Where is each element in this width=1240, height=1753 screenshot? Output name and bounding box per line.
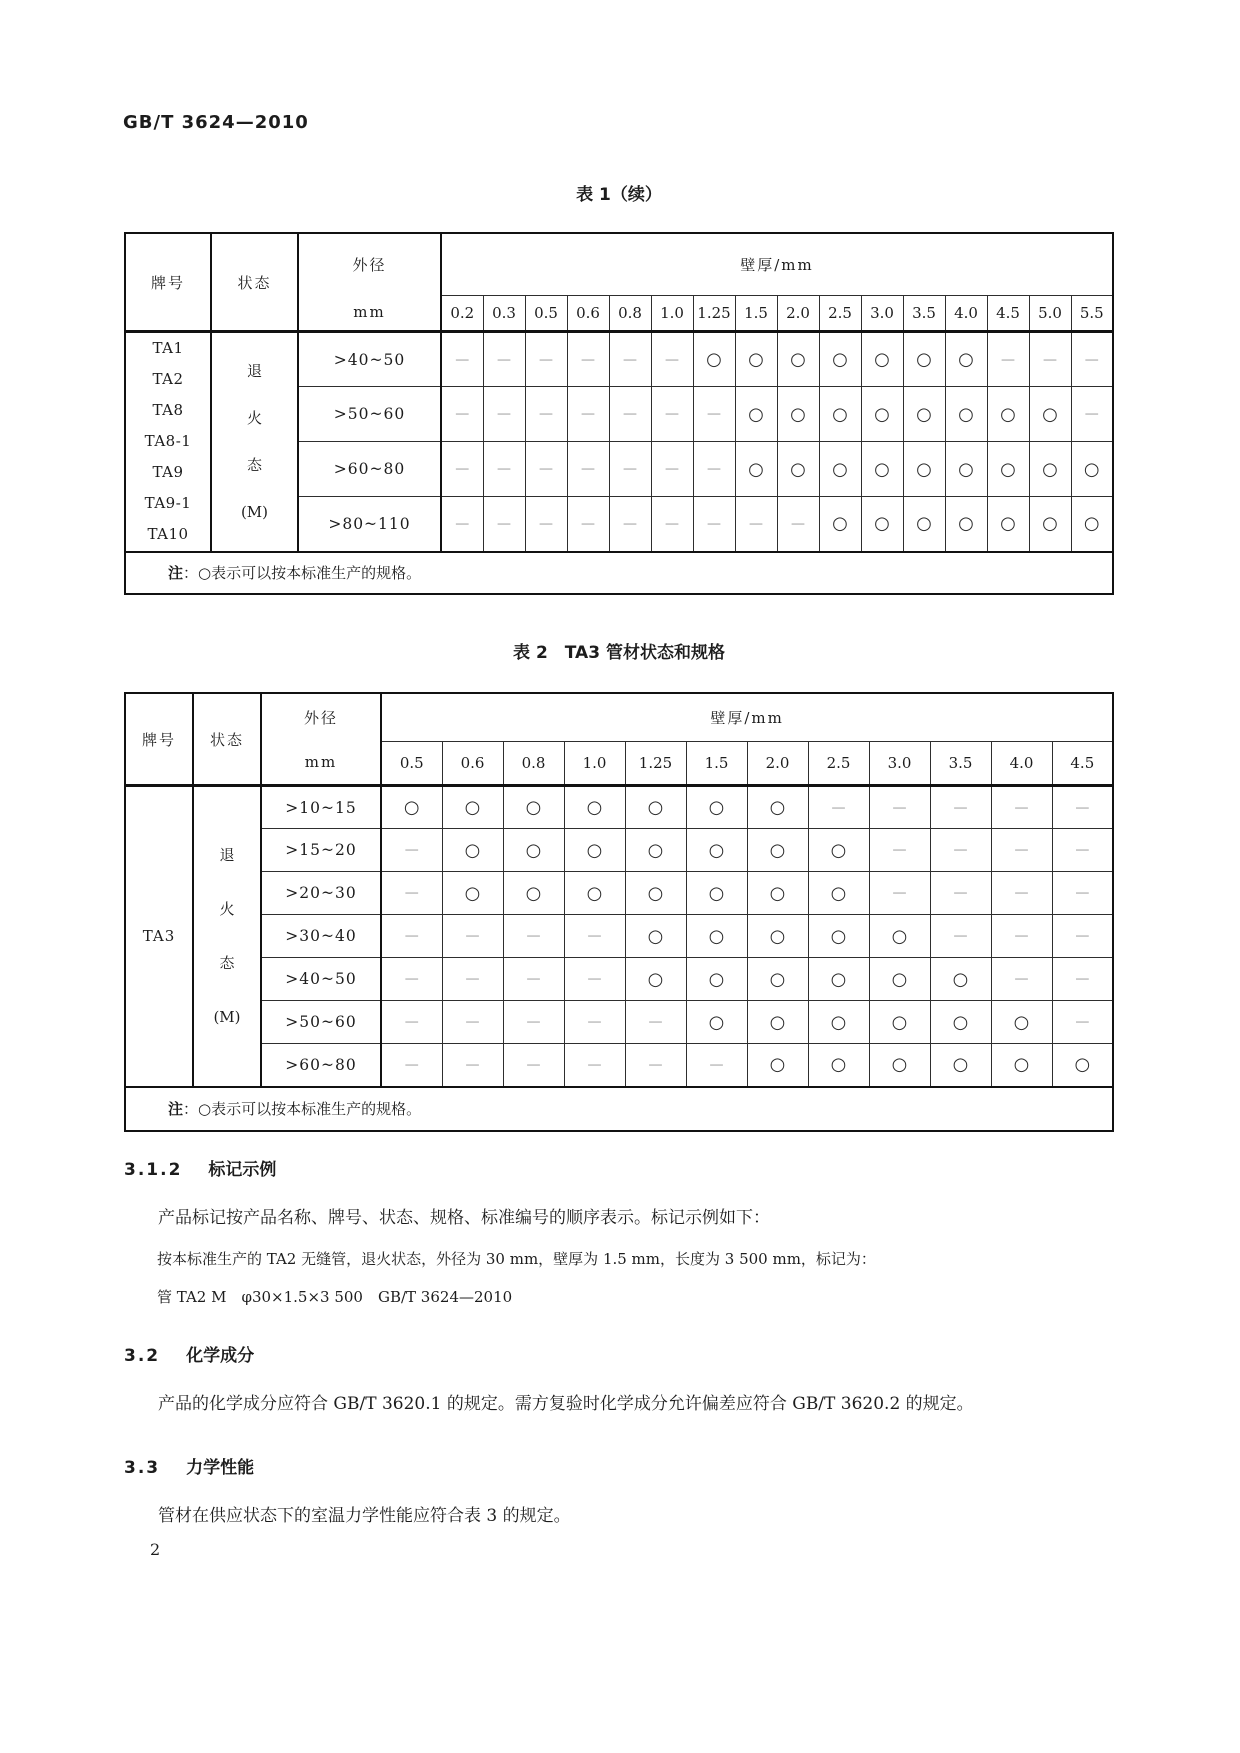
- producible-mark: ○: [1071, 497, 1113, 552]
- not-available-mark: —: [609, 387, 651, 442]
- producible-mark: ○: [777, 442, 819, 497]
- producible-mark: ○: [861, 387, 903, 442]
- not-available-mark: —: [564, 1044, 625, 1087]
- not-available-mark: —: [381, 829, 442, 872]
- grade-column-header: 牌号: [125, 693, 193, 786]
- table-row: [125, 1044, 1113, 1087]
- thickness-value-cell: 0.5: [525, 295, 567, 331]
- producible-mark: ○: [442, 872, 503, 915]
- thickness-value-cell: 1.25: [625, 741, 686, 785]
- not-available-mark: —: [381, 1044, 442, 1087]
- producible-mark: ○: [987, 497, 1029, 552]
- section-heading: [124, 1341, 1115, 1366]
- not-available-mark: —: [483, 497, 525, 552]
- producible-mark: ○: [503, 872, 564, 915]
- producible-mark: ○: [945, 387, 987, 442]
- not-available-mark: —: [567, 387, 609, 442]
- not-available-mark: —: [381, 915, 442, 958]
- producible-mark: ○: [686, 958, 747, 1001]
- producible-mark: ○: [945, 442, 987, 497]
- not-available-mark: —: [1052, 958, 1113, 1001]
- producible-mark: ○: [777, 387, 819, 442]
- not-available-mark: —: [693, 442, 735, 497]
- table-row: [125, 829, 1113, 872]
- thickness-value-cell: 3.0: [861, 295, 903, 331]
- producible-mark: ○: [564, 786, 625, 829]
- table-row: [125, 915, 1113, 958]
- not-available-mark: —: [441, 442, 483, 497]
- producible-mark: ○: [686, 786, 747, 829]
- not-available-mark: —: [651, 442, 693, 497]
- state-line: 退: [246, 361, 262, 380]
- not-available-mark: —: [483, 442, 525, 497]
- producible-mark: ○: [747, 1044, 808, 1087]
- not-available-mark: —: [441, 387, 483, 442]
- state-annealed-label: [194, 828, 260, 1044]
- thickness-value-cell: 4.0: [945, 295, 987, 331]
- standard-number: GB/T 3624—2010: [123, 112, 309, 133]
- not-available-mark: —: [1052, 829, 1113, 872]
- thickness-value-cell: 0.5: [381, 741, 442, 785]
- thickness-value-cell: 1.5: [735, 295, 777, 331]
- not-available-mark: —: [525, 332, 567, 387]
- table2-title: 表 2 TA3 管材状态和规格: [513, 643, 725, 663]
- state-column-header: 状态: [211, 233, 298, 332]
- od-range-cell: >10~15: [261, 786, 381, 829]
- producible-mark: ○: [1029, 387, 1071, 442]
- not-available-mark: —: [651, 387, 693, 442]
- section-number: 3.3: [124, 1458, 161, 1479]
- not-available-mark: —: [381, 958, 442, 1001]
- state-cell: [211, 332, 298, 552]
- not-available-mark: —: [991, 786, 1052, 829]
- section-title: 力学性能: [186, 1458, 255, 1479]
- not-available-mark: —: [1071, 387, 1113, 442]
- thickness-value-cell: 1.5: [686, 741, 747, 785]
- not-available-mark: —: [483, 387, 525, 442]
- producible-mark: ○: [693, 332, 735, 387]
- od-range-cell: >80~110: [298, 497, 441, 552]
- not-available-mark: —: [651, 332, 693, 387]
- table-row: [125, 872, 1113, 915]
- producible-mark: ○: [819, 332, 861, 387]
- section-number: 3.1.2: [124, 1160, 183, 1180]
- outer-diameter-label: 外径: [303, 708, 338, 727]
- producible-mark: ○: [808, 915, 869, 958]
- producible-mark: ○: [625, 829, 686, 872]
- producible-mark: ○: [869, 1001, 930, 1044]
- state-column-header: 状态: [193, 693, 261, 786]
- not-available-mark: —: [869, 829, 930, 872]
- wall-thickness-header: 壁厚/mm: [381, 693, 1113, 741]
- thickness-value-cell: 0.6: [567, 295, 609, 331]
- producible-mark: ○: [735, 387, 777, 442]
- not-available-mark: —: [525, 387, 567, 442]
- table1-title: 表 1（续）: [576, 185, 662, 205]
- producible-mark: ○: [747, 786, 808, 829]
- outer-diameter-header: [298, 233, 441, 332]
- producible-mark: ○: [861, 497, 903, 552]
- not-available-mark: —: [483, 332, 525, 387]
- od-range-cell: >50~60: [261, 1001, 381, 1044]
- od-range-cell: >60~80: [298, 442, 441, 497]
- note-label: 注: [168, 564, 184, 582]
- producible-mark: ○: [625, 958, 686, 1001]
- not-available-mark: —: [503, 958, 564, 1001]
- not-available-mark: —: [609, 332, 651, 387]
- section-title: 标记示例: [208, 1160, 277, 1180]
- not-available-mark: —: [567, 442, 609, 497]
- thickness-value-cell: 2.0: [777, 295, 819, 331]
- not-available-mark: —: [1071, 332, 1113, 387]
- outer-diameter-label: 外径: [352, 255, 387, 274]
- paragraph: 产品标记按产品名称、牌号、状态、规格、标准编号的顺序表示。标记示例如下：: [158, 1208, 770, 1228]
- od-range-cell: >30~40: [261, 915, 381, 958]
- not-available-mark: —: [930, 915, 991, 958]
- not-available-mark: —: [525, 497, 567, 552]
- table-note: [125, 1087, 1113, 1131]
- outer-diameter-unit: mm: [353, 303, 386, 321]
- od-range-cell: >40~50: [298, 332, 441, 387]
- grade-item: TA2: [152, 370, 184, 389]
- od-range-cell: >50~60: [298, 387, 441, 442]
- not-available-mark: —: [625, 1044, 686, 1087]
- table-row: [125, 1001, 1113, 1044]
- thickness-value-cell: 5.5: [1071, 295, 1113, 331]
- grade-item: TA3: [142, 927, 176, 946]
- not-available-mark: —: [609, 442, 651, 497]
- thickness-value-cell: 4.5: [1052, 741, 1113, 785]
- producible-mark: ○: [991, 1001, 1052, 1044]
- table1-specs: [124, 232, 1114, 595]
- not-available-mark: —: [735, 497, 777, 552]
- producible-mark: ○: [381, 786, 442, 829]
- table-row: [125, 786, 1113, 829]
- table-note: [125, 552, 1113, 594]
- producible-mark: ○: [625, 915, 686, 958]
- table2-specs: [124, 692, 1114, 1132]
- producible-mark: ○: [777, 332, 819, 387]
- grade-cell: [125, 786, 193, 1087]
- not-available-mark: —: [686, 1044, 747, 1087]
- example-line: 管 TA2 M φ30×1.5×3 500 GB/T 3624—2010: [157, 1288, 513, 1307]
- producible-mark: ○: [808, 872, 869, 915]
- producible-mark: ○: [903, 332, 945, 387]
- table-row: [125, 958, 1113, 1001]
- producible-mark: ○: [808, 958, 869, 1001]
- producible-mark: ○: [945, 332, 987, 387]
- thickness-value-cell: 2.5: [808, 741, 869, 785]
- thickness-value-cell: 1.25: [693, 295, 735, 331]
- not-available-mark: —: [441, 497, 483, 552]
- not-available-mark: —: [930, 872, 991, 915]
- od-range-cell: >40~50: [261, 958, 381, 1001]
- not-available-mark: —: [987, 332, 1029, 387]
- not-available-mark: —: [441, 332, 483, 387]
- not-available-mark: —: [1052, 786, 1113, 829]
- not-available-mark: —: [1052, 915, 1113, 958]
- thickness-value-cell: 3.5: [903, 295, 945, 331]
- not-available-mark: —: [564, 958, 625, 1001]
- producible-mark: ○: [869, 915, 930, 958]
- not-available-mark: —: [869, 786, 930, 829]
- grade-item: TA8: [152, 401, 184, 420]
- grade-list: [126, 927, 192, 945]
- not-available-mark: —: [442, 1044, 503, 1087]
- producible-mark: ○: [987, 387, 1029, 442]
- producible-mark: ○: [686, 829, 747, 872]
- grade-item: TA8-1: [144, 432, 192, 451]
- thickness-value-cell: 1.0: [564, 741, 625, 785]
- state-line: 态: [219, 954, 235, 973]
- thickness-value-cell: 0.2: [441, 295, 483, 331]
- producible-mark: ○: [735, 442, 777, 497]
- producible-mark: ○: [930, 958, 991, 1001]
- thickness-value-cell: 0.3: [483, 295, 525, 331]
- not-available-mark: —: [525, 442, 567, 497]
- producible-mark: ○: [747, 872, 808, 915]
- grade-item: TA1: [152, 339, 184, 358]
- not-available-mark: —: [567, 497, 609, 552]
- producible-mark: ○: [503, 786, 564, 829]
- producible-mark: ○: [903, 442, 945, 497]
- not-available-mark: —: [503, 1044, 564, 1087]
- producible-mark: ○: [1071, 442, 1113, 497]
- producible-mark: ○: [861, 332, 903, 387]
- producible-mark: ○: [808, 829, 869, 872]
- thickness-value-cell: 0.8: [503, 741, 564, 785]
- state-cell: [193, 786, 261, 1087]
- producible-mark: ○: [686, 872, 747, 915]
- thickness-value-cell: 0.8: [609, 295, 651, 331]
- not-available-mark: —: [442, 1001, 503, 1044]
- not-available-mark: —: [567, 332, 609, 387]
- producible-mark: ○: [564, 872, 625, 915]
- producible-mark: ○: [869, 958, 930, 1001]
- not-available-mark: —: [651, 497, 693, 552]
- state-line: (M): [240, 502, 269, 521]
- section-number: 3.2: [124, 1346, 161, 1367]
- not-available-mark: —: [808, 786, 869, 829]
- state-line: 退: [219, 846, 235, 865]
- producible-mark: ○: [442, 829, 503, 872]
- outer-diameter-unit: mm: [304, 753, 338, 771]
- not-available-mark: —: [930, 829, 991, 872]
- producible-mark: ○: [442, 786, 503, 829]
- state-line: (M): [213, 1008, 241, 1027]
- table-note-row: [125, 552, 1113, 594]
- producible-mark: ○: [735, 332, 777, 387]
- producible-mark: ○: [945, 497, 987, 552]
- note-text: ：○表示可以按本标准生产的规格。: [183, 564, 422, 582]
- producible-mark: ○: [747, 1001, 808, 1044]
- thickness-value-cell: 1.0: [651, 295, 693, 331]
- not-available-mark: —: [609, 497, 651, 552]
- not-available-mark: —: [991, 829, 1052, 872]
- producible-mark: ○: [503, 829, 564, 872]
- producible-mark: ○: [686, 915, 747, 958]
- not-available-mark: —: [1029, 332, 1071, 387]
- thickness-value-cell: 5.0: [1029, 295, 1071, 331]
- od-range-cell: >60~80: [261, 1044, 381, 1087]
- not-available-mark: —: [1052, 1001, 1113, 1044]
- paragraph: 产品的化学成分应符合 GB/T 3620.1 的规定。需方复验时化学成分允许偏差应符合 GB/T 3620.2 的规定。: [158, 1394, 974, 1415]
- thickness-value-cell: 2.0: [747, 741, 808, 785]
- grade-column-header: 牌号: [125, 233, 211, 332]
- grade-item: TA9-1: [144, 494, 192, 513]
- not-available-mark: —: [930, 786, 991, 829]
- producible-mark: ○: [987, 442, 1029, 497]
- not-available-mark: —: [564, 1001, 625, 1044]
- not-available-mark: —: [625, 1001, 686, 1044]
- producible-mark: ○: [861, 442, 903, 497]
- producible-mark: ○: [819, 387, 861, 442]
- producible-mark: ○: [808, 1001, 869, 1044]
- thickness-value-cell: 0.6: [442, 741, 503, 785]
- grade-item: TA10: [147, 525, 189, 544]
- body-sections: [124, 1155, 1115, 1545]
- producible-mark: ○: [564, 829, 625, 872]
- grade-item: TA9: [152, 463, 184, 482]
- not-available-mark: —: [693, 387, 735, 442]
- note-text: ：○表示可以按本标准生产的规格。: [183, 1100, 422, 1118]
- not-available-mark: —: [564, 915, 625, 958]
- producible-mark: ○: [819, 497, 861, 552]
- wall-thickness-header: 壁厚/mm: [441, 233, 1113, 295]
- page-number: 2: [150, 1540, 161, 1559]
- producible-mark: ○: [747, 915, 808, 958]
- not-available-mark: —: [991, 915, 1052, 958]
- grade-list: [126, 333, 210, 550]
- producible-mark: ○: [930, 1044, 991, 1087]
- producible-mark: ○: [930, 1001, 991, 1044]
- not-available-mark: —: [442, 915, 503, 958]
- state-line: 火: [219, 900, 235, 919]
- producible-mark: ○: [625, 786, 686, 829]
- not-available-mark: —: [991, 872, 1052, 915]
- producible-mark: ○: [1052, 1044, 1113, 1087]
- producible-mark: ○: [747, 829, 808, 872]
- not-available-mark: —: [991, 958, 1052, 1001]
- thickness-value-cell: 3.5: [930, 741, 991, 785]
- producible-mark: ○: [869, 1044, 930, 1087]
- producible-mark: ○: [819, 442, 861, 497]
- state-line: 火: [246, 408, 262, 427]
- thickness-value-cell: 2.5: [819, 295, 861, 331]
- producible-mark: ○: [903, 497, 945, 552]
- od-range-cell: >20~30: [261, 872, 381, 915]
- not-available-mark: —: [777, 497, 819, 552]
- not-available-mark: —: [381, 872, 442, 915]
- producible-mark: ○: [1029, 442, 1071, 497]
- not-available-mark: —: [503, 915, 564, 958]
- thickness-value-cell: 4.5: [987, 295, 1029, 331]
- producible-mark: ○: [903, 387, 945, 442]
- note-label: 注: [168, 1100, 184, 1118]
- thickness-value-cell: 4.0: [991, 741, 1052, 785]
- thickness-value-cell: 3.0: [869, 741, 930, 785]
- grade-cell: [125, 332, 211, 552]
- not-available-mark: —: [442, 958, 503, 1001]
- not-available-mark: —: [693, 497, 735, 552]
- section-heading: [124, 1155, 1115, 1180]
- producible-mark: ○: [747, 958, 808, 1001]
- paragraph: 管材在供应状态下的室温力学性能应符合表 3 的规定。: [158, 1506, 571, 1527]
- producible-mark: ○: [686, 1001, 747, 1044]
- not-available-mark: —: [503, 1001, 564, 1044]
- producible-mark: ○: [808, 1044, 869, 1087]
- od-range-cell: >15~20: [261, 829, 381, 872]
- table-note-row: [125, 1087, 1113, 1131]
- producible-mark: ○: [1029, 497, 1071, 552]
- state-line: 态: [246, 455, 262, 474]
- table-row: [125, 332, 1113, 387]
- section-title: 化学成分: [186, 1346, 255, 1367]
- example-line: 按本标准生产的 TA2 无缝管，退火状态，外径为 30 mm，壁厚为 1.5 mm，长度为 3 500 mm，标记为：: [157, 1250, 876, 1269]
- not-available-mark: —: [1052, 872, 1113, 915]
- producible-mark: ○: [991, 1044, 1052, 1087]
- outer-diameter-header: [261, 693, 381, 786]
- not-available-mark: —: [869, 872, 930, 915]
- producible-mark: ○: [625, 872, 686, 915]
- state-annealed-label: [212, 348, 297, 536]
- section-heading: [124, 1453, 1115, 1478]
- not-available-mark: —: [381, 1001, 442, 1044]
